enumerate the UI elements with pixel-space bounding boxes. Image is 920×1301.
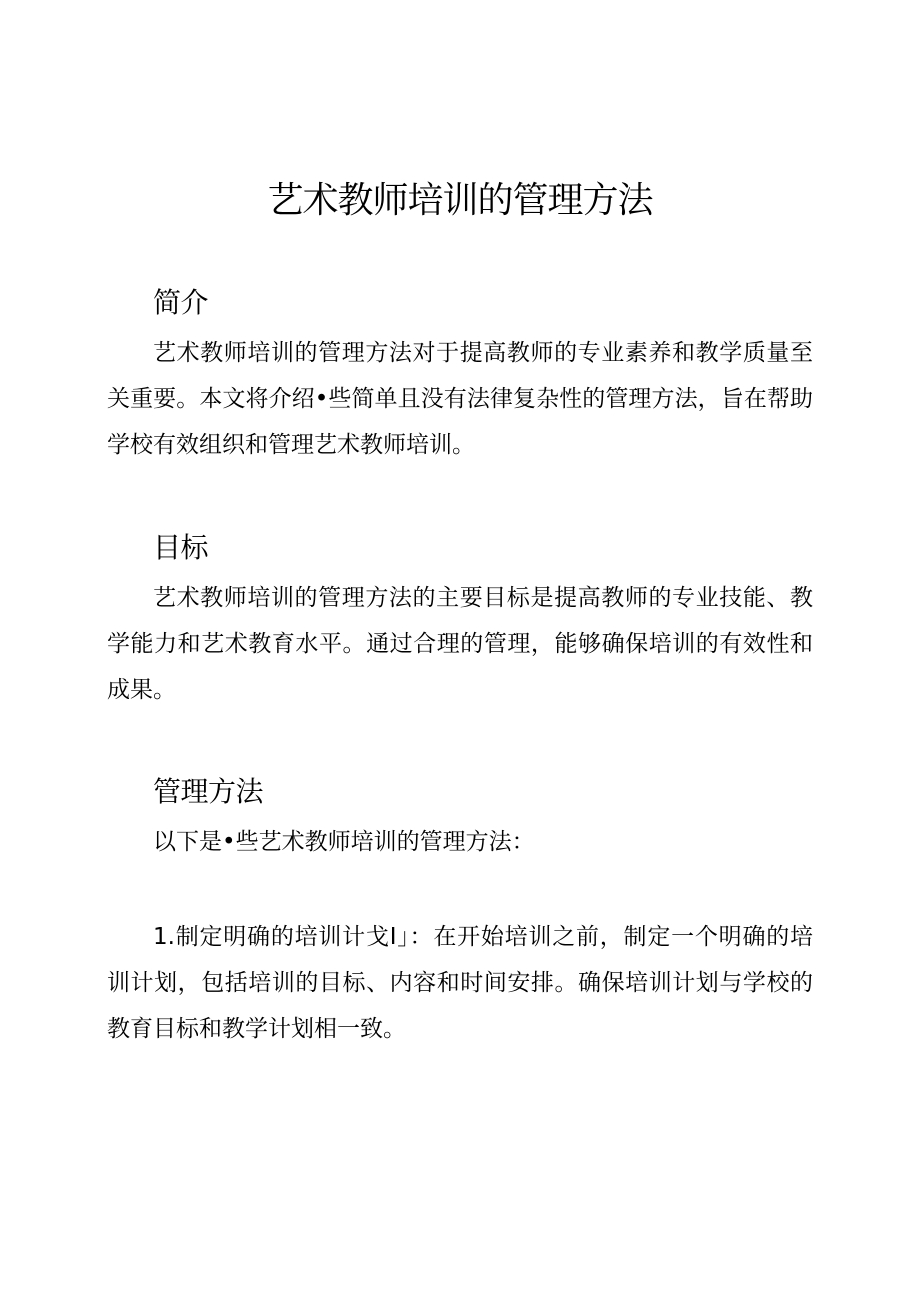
section-heading-methods: 管理方法 <box>153 775 264 808</box>
section-paragraph-goals: 艺术教师培训的管理方法的主要目标是提高教师的专业技能、教学能力和艺术教育水平。通过合理的管理，能够确保培训的有效性和成果。 <box>107 585 813 703</box>
section-paragraph-methods: 以下是•些艺术教师培训的管理方法： <box>153 829 535 855</box>
section-heading-goals: 目标 <box>153 531 209 564</box>
section-paragraph-intro: 艺术教师培训的管理方法对于提高教师的专业素养和教学质量至关重要。本文将介绍•些简单且没有法律复杂性的管理方法，旨在帮助学校有效组织和管理艺术教师培训。 <box>107 340 813 458</box>
section-heading-intro: 简介 <box>153 286 209 319</box>
document-title: 艺术教师培训的管理方法 <box>267 180 653 221</box>
list-item: 1.制定明确的培训计戈I」：在开始培训之前，制定一个明确的培训计划，包括培训的目标、内容和时间安排。确保培训计划与学校的教育目标和教学计划相一致。 <box>107 924 813 1042</box>
